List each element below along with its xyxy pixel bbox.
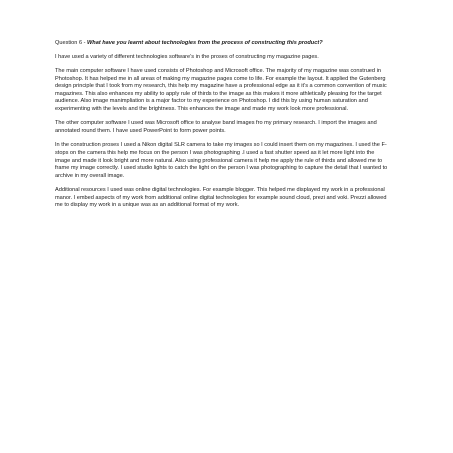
question-text: What have you learnt about technologies from the process of constructing this product? (87, 40, 323, 46)
paragraph-camera: In the construction proses I used a Nikon digital SLR camera to take my images so I could insert them on my magazines. I used the F-stops on the camera this help me focus on the person I was photographing .I used a fast shutter speed as it let more light into the image and made it look bright and more natural. Also using professional camera it help me apply the rule of thirds and allowed me to frame my image correctly. I used studio lights to catch the light on the person I was photographing to capture the detail that I wanted to archive in my overall image. (55, 142, 388, 179)
question-number: Question 6 - (55, 40, 88, 46)
paragraph-online-technologies: Additional resources I used was online digital technologies. For example blogger. This helped me displayed my work in a professional manor. I embed aspects of my work from additional online digital technologies for example sound cloud, prezi and voki. Prezzi allowed me to display my work in a unique was as an additional format of my work. (55, 187, 387, 209)
paragraph-photoshop: The main computer software I have used consists of Photoshop and Microsoft office. The majority of my magazine was construed in Photoshop. It has helped me in all areas of making my magazine pages come to life. For example the layout. It applied the Gutenberg design principle that I took from my research, this help my magazine have a professional edge as it it’s a common convention of music magazines. This also enhances my ability to apply rule of thirds to the image as this makes it more athletically pleasing for the target audience. Also image manimpliation is a major factor to my experience on Photoshop. I did this by using human saturation and experimenting with the levels and the brightness. This enhances the image and made my work look more professional. (55, 67, 387, 112)
paragraph-intro: I have used a variety of different technologies software’s in the proses of constructing my magazine pages. (55, 53, 319, 60)
paragraph-microsoft-office: The other computer software I used was Microsoft office to analyse band images fro my primary research. I import the images and annotated round them. I have used PowerPoint to form power points. (55, 120, 377, 134)
question-heading (55, 40, 391, 48)
